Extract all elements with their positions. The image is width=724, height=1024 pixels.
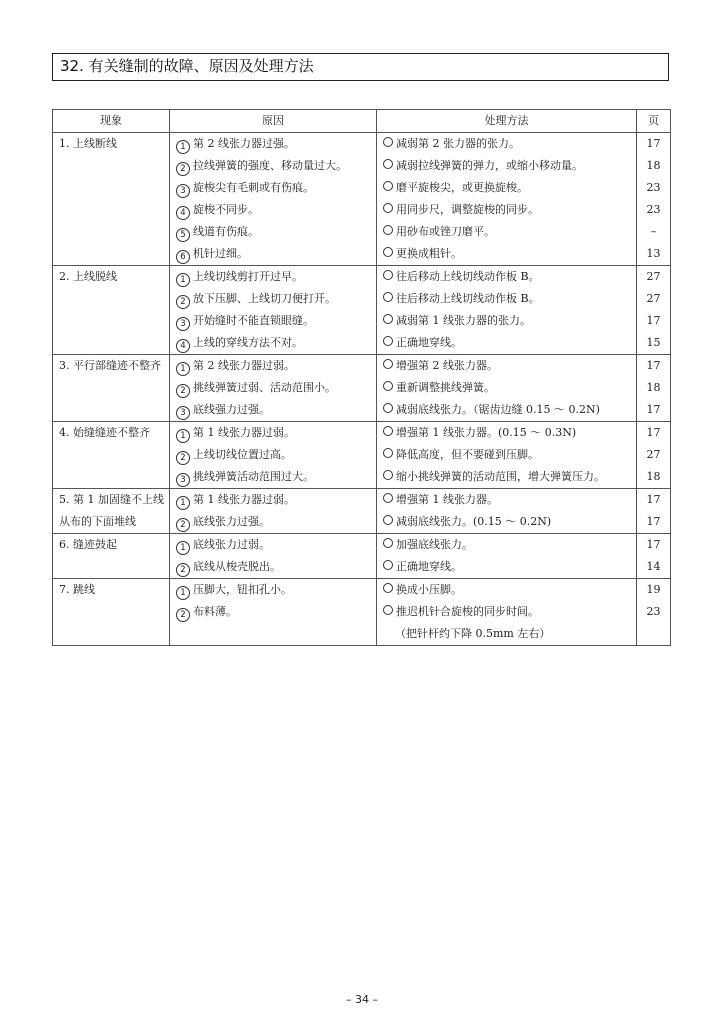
- circle-bullet-icon: [383, 605, 393, 615]
- cause-text: 上线的穿线方法不对。: [193, 336, 303, 349]
- circled-number: 2: [176, 608, 190, 622]
- cause-line: [176, 310, 376, 332]
- page-cell: [637, 489, 671, 534]
- circled-number: 2: [176, 162, 190, 176]
- page-ref: 23: [646, 203, 661, 216]
- circle-bullet-icon: [383, 470, 393, 480]
- cause-line: [176, 466, 376, 488]
- phenomenon-cell: 7. 跳线: [53, 579, 170, 646]
- page-ref: 23: [646, 605, 661, 618]
- circle-bullet-icon: [383, 426, 393, 436]
- page-ref: 27: [646, 270, 661, 283]
- cause-text: 拉线弹簧的强度、移动量过大。: [193, 159, 347, 172]
- remedy-line: [383, 534, 636, 556]
- remedy-cell: [377, 534, 637, 579]
- page-ref: 18: [646, 470, 661, 483]
- circle-bullet-icon: [383, 381, 393, 391]
- cause-line: [176, 221, 376, 243]
- page-ref: 14: [646, 560, 661, 573]
- cause-line: [176, 511, 376, 533]
- spacer: [176, 623, 376, 645]
- cause-text: 旋梭尖有毛刺或有伤痕。: [193, 181, 314, 194]
- cause-line: [176, 556, 376, 578]
- remedy-text: 磨平旋梭尖，或更换旋梭。: [396, 181, 528, 194]
- remedy-line: [383, 288, 636, 310]
- cause-text: 挑线弹簧过弱、活动范围小。: [193, 381, 336, 394]
- remedy-text: 用砂布或锉刀磨平。: [396, 225, 495, 238]
- remedy-line: [383, 177, 636, 199]
- remedy-text: 降低高度，但不要碰到压脚。: [396, 448, 539, 461]
- remedy-text: 更换成粗针。: [396, 247, 462, 260]
- table-header-row: [53, 110, 671, 133]
- cause-line: [176, 199, 376, 221]
- cause-text: 底线强力过强。: [193, 403, 270, 416]
- page-number: – 34 –: [346, 993, 378, 1006]
- circled-number: 6: [176, 250, 190, 264]
- remedy-line: [383, 556, 636, 578]
- page-ref: 18: [646, 381, 661, 394]
- cause-line: [176, 177, 376, 199]
- page-ref: 17: [646, 403, 661, 416]
- remedy-text: 推迟机针合旋梭的同步时间。: [396, 605, 539, 618]
- page-ref: 27: [646, 292, 661, 305]
- cause-line: [176, 355, 376, 377]
- circled-number: 2: [176, 518, 190, 532]
- circle-bullet-icon: [383, 583, 393, 593]
- cause-line: [176, 377, 376, 399]
- remedy-line: [383, 243, 636, 265]
- circle-bullet-icon: [383, 403, 393, 413]
- circle-bullet-icon: [383, 538, 393, 548]
- spacer: [637, 623, 670, 645]
- table-row: [53, 579, 671, 646]
- cause-line: [176, 332, 376, 354]
- page-ref: 17: [646, 538, 661, 551]
- cause-line: [176, 444, 376, 466]
- remedy-text: 减弱拉线弹簧的弹力，或缩小移动量。: [396, 159, 583, 172]
- remedy-line: [383, 155, 636, 177]
- remedy-cell: [377, 266, 637, 355]
- page-ref: 18: [646, 159, 661, 172]
- page-ref: 17: [646, 137, 661, 150]
- circled-number: 1: [176, 496, 190, 510]
- page-ref: 15: [646, 336, 661, 349]
- remedy-cell: [377, 579, 637, 646]
- phenomenon-cell: 3. 平行部缝迹不整齐: [53, 355, 170, 422]
- circled-number: 1: [176, 273, 190, 287]
- cause-line: [176, 579, 376, 601]
- circled-number: 1: [176, 140, 190, 154]
- cause-text: 放下压脚、上线切刀便打开。: [193, 292, 336, 305]
- cause-text: 压脚大，钮扣孔小。: [193, 583, 292, 596]
- circled-number: 3: [176, 317, 190, 331]
- remedy-text: 减弱第 1 线张力器的张力。: [396, 314, 531, 327]
- cause-cell: [170, 534, 377, 579]
- remedy-text: 增强第 2 线张力器。: [396, 359, 498, 372]
- circle-bullet-icon: [383, 493, 393, 503]
- page-ref: 17: [646, 515, 661, 528]
- cause-line: [176, 601, 376, 623]
- cause-cell: [170, 355, 377, 422]
- circle-bullet-icon: [383, 247, 393, 257]
- remedy-line: [383, 466, 636, 488]
- circled-number: 1: [176, 586, 190, 600]
- remedy-line: [383, 332, 636, 354]
- remedy-text: 减弱底线张力。(0.15 ～ 0.2N): [396, 515, 552, 528]
- page-ref: 17: [646, 314, 661, 327]
- header-phenomenon: 现象: [53, 110, 170, 133]
- remedy-line: [383, 511, 636, 533]
- cause-text: 旋梭不同步。: [193, 203, 259, 216]
- cause-text: 上线切线位置过高。: [193, 448, 292, 461]
- troubleshooting-table: [52, 109, 671, 646]
- page-cell: [637, 133, 671, 266]
- circled-number: 2: [176, 295, 190, 309]
- phenomenon-cell: 6. 缝迹鼓起: [53, 534, 170, 579]
- cause-line: [176, 266, 376, 288]
- circle-bullet-icon: [383, 515, 393, 525]
- remedy-note: （把针杆约下降 0.5mm 左右）: [395, 627, 551, 640]
- remedy-line: [383, 489, 636, 511]
- cause-cell: [170, 422, 377, 489]
- table-row: [53, 355, 671, 422]
- remedy-text: 增强第 1 线张力器。: [396, 493, 498, 506]
- remedy-line: [383, 266, 636, 288]
- cause-line: [176, 534, 376, 556]
- page-ref: –: [650, 225, 657, 238]
- header-remedy: 处理方法: [377, 110, 637, 133]
- page-cell: [637, 422, 671, 489]
- phenomenon-cell: 4. 始缝缝迹不整齐: [53, 422, 170, 489]
- cause-line: [176, 243, 376, 265]
- circled-number: 2: [176, 384, 190, 398]
- table-row: [53, 489, 671, 534]
- cause-cell: [170, 133, 377, 266]
- circle-bullet-icon: [383, 270, 393, 280]
- page-ref: 17: [646, 493, 661, 506]
- circled-number: 1: [176, 362, 190, 376]
- circled-number: 2: [176, 563, 190, 577]
- cause-line: [176, 399, 376, 421]
- circled-number: 2: [176, 451, 190, 465]
- remedy-text: 缩小挑线弹簧的活动范围，增大弹簧压力。: [396, 470, 605, 483]
- remedy-cell: [377, 355, 637, 422]
- page-cell: [637, 355, 671, 422]
- table-row: [53, 422, 671, 489]
- remedy-line: [383, 355, 636, 377]
- cause-text: 第 1 线张力器过弱。: [193, 426, 295, 439]
- cause-text: 上线切线剪打开过早。: [193, 270, 303, 283]
- cause-text: 布料薄。: [193, 605, 237, 618]
- page-ref: 17: [646, 426, 661, 439]
- circle-bullet-icon: [383, 203, 393, 213]
- circled-number: 3: [176, 406, 190, 420]
- circle-bullet-icon: [383, 292, 393, 302]
- remedy-text: 换成小压脚。: [396, 583, 462, 596]
- header-page: 页: [637, 110, 671, 133]
- cause-line: [176, 422, 376, 444]
- circled-number: 1: [176, 429, 190, 443]
- section-title: 32. 有关缝制的故障、原因及处理方法: [52, 53, 669, 81]
- circle-bullet-icon: [383, 137, 393, 147]
- cause-text: 第 1 线张力器过弱。: [193, 493, 295, 506]
- cause-line: [176, 133, 376, 155]
- circled-number: 1: [176, 541, 190, 555]
- remedy-text: 正确地穿线。: [396, 336, 462, 349]
- circle-bullet-icon: [383, 359, 393, 369]
- phenomenon-cell: 5. 第 1 加固缝不上线从布的下面堆线: [53, 489, 170, 534]
- page-ref: 17: [646, 359, 661, 372]
- remedy-text: 加强底线张力。: [396, 538, 473, 551]
- table-row: [53, 266, 671, 355]
- circled-number: 3: [176, 184, 190, 198]
- cause-text: 开始缝时不能直锁眼缝。: [193, 314, 314, 327]
- cause-text: 第 2 线张力器过弱。: [193, 359, 295, 372]
- remedy-line: [383, 133, 636, 155]
- circle-bullet-icon: [383, 314, 393, 324]
- table-row: [53, 534, 671, 579]
- circled-number: 5: [176, 228, 190, 242]
- cause-text: 挑线弹簧活动范围过大。: [193, 470, 314, 483]
- remedy-line: [383, 399, 636, 421]
- cause-text: 机针过细。: [193, 247, 248, 260]
- page-cell: [637, 534, 671, 579]
- remedy-cell: [377, 422, 637, 489]
- cause-text: 底线张力过强。: [193, 515, 270, 528]
- page-ref: 13: [646, 247, 661, 260]
- circle-bullet-icon: [383, 181, 393, 191]
- remedy-cell: [377, 489, 637, 534]
- remedy-text: 重新调整挑线弹簧。: [396, 381, 495, 394]
- cause-line: [176, 155, 376, 177]
- circle-bullet-icon: [383, 336, 393, 346]
- remedy-line: [383, 444, 636, 466]
- remedy-text: 减弱第 2 张力器的张力。: [396, 137, 520, 150]
- circled-number: 3: [176, 473, 190, 487]
- circle-bullet-icon: [383, 159, 393, 169]
- remedy-text: 增强第 1 线张力器。(0.15 ～ 0.3N): [396, 426, 577, 439]
- page-ref: 19: [646, 583, 661, 596]
- remedy-line: [383, 579, 636, 601]
- cause-line: [176, 288, 376, 310]
- cause-text: 底线张力过弱。: [193, 538, 270, 551]
- remedy-text: 正确地穿线。: [396, 560, 462, 573]
- remedy-text: 往后移动上线切线动作板 B。: [396, 270, 540, 283]
- header-cause: 原因: [170, 110, 377, 133]
- cause-cell: [170, 266, 377, 355]
- circled-number: 4: [176, 339, 190, 353]
- cause-text: 第 2 线张力器过强。: [193, 137, 295, 150]
- circle-bullet-icon: [383, 225, 393, 235]
- page-ref: 23: [646, 181, 661, 194]
- remedy-text: 减弱底线张力。（锯齿边缝 0.15 ～ 0.2N): [396, 403, 600, 416]
- remedy-text: 用同步尺，调整旋梭的同步。: [396, 203, 539, 216]
- cause-line: [176, 489, 376, 511]
- phenomenon-cell: 1. 上线断线: [53, 133, 170, 266]
- remedy-line: [383, 422, 636, 444]
- remedy-line: [383, 221, 636, 243]
- cause-cell: [170, 489, 377, 534]
- circle-bullet-icon: [383, 448, 393, 458]
- cause-text: 底线从梭壳脱出。: [193, 560, 281, 573]
- remedy-cell: [377, 133, 637, 266]
- circled-number: 4: [176, 206, 190, 220]
- remedy-text: 往后移动上线切线动作板 B。: [396, 292, 540, 305]
- remedy-line: [383, 199, 636, 221]
- remedy-line: [383, 601, 636, 623]
- remedy-line: [383, 310, 636, 332]
- remedy-line: [383, 377, 636, 399]
- phenomenon-cell: 2. 上线脱线: [53, 266, 170, 355]
- cause-text: 线道有伤痕。: [193, 225, 259, 238]
- page-ref: 27: [646, 448, 661, 461]
- cause-cell: [170, 579, 377, 646]
- page-cell: [637, 579, 671, 646]
- table-row: [53, 133, 671, 266]
- circle-bullet-icon: [383, 560, 393, 570]
- page-cell: [637, 266, 671, 355]
